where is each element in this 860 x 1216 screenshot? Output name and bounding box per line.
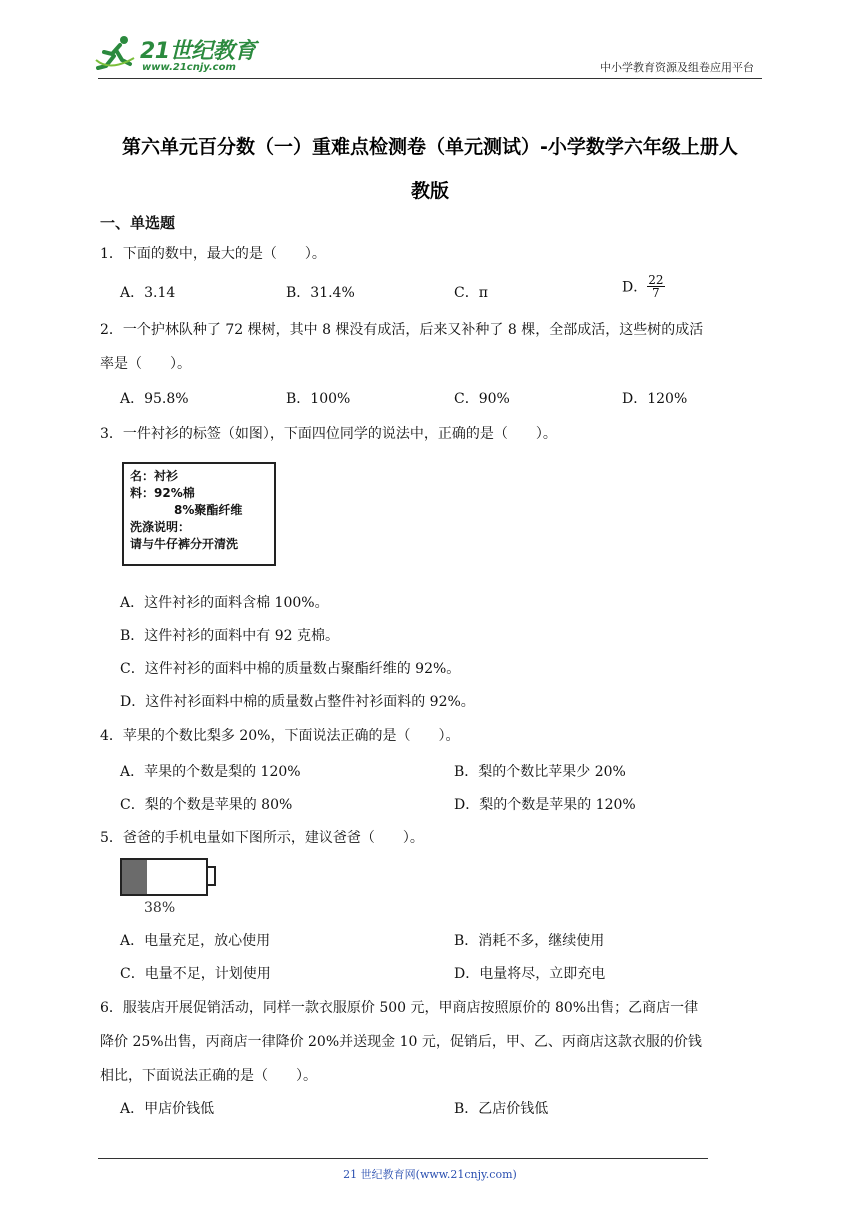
section-heading: 一、单选题 bbox=[100, 214, 176, 232]
question-2-option-d: D．120% bbox=[622, 391, 688, 407]
question-2-stem-line2: 率是（ ）。 bbox=[100, 356, 191, 372]
document-title-line1: 第六单元百分数（一）重难点检测卷（单元测试）-小学数学六年级上册人 bbox=[122, 136, 738, 158]
tag-line-polyester: 8%聚酯纤维 bbox=[174, 503, 243, 517]
document-title-line2: 教版 bbox=[410, 180, 449, 202]
question-3-option-c: C．这件衬衫的面料中棉的质量数占聚酯纤维的 92%。 bbox=[120, 661, 461, 677]
question-5-option-c: C．电量不足，计划使用 bbox=[120, 966, 271, 982]
battery-percentage: 38% bbox=[144, 900, 176, 916]
question-1-option-b: B．31.4% bbox=[286, 285, 355, 301]
question-2-option-a: A．95.8% bbox=[120, 391, 189, 407]
question-1-option-a: A．3.14 bbox=[120, 285, 176, 301]
fraction-numerator: 22 bbox=[648, 273, 664, 287]
question-4-stem: 4．苹果的个数比梨多 20%，下面说法正确的是（ ）。 bbox=[100, 728, 460, 744]
question-4-option-c: C．梨的个数是苹果的 80% bbox=[120, 797, 293, 813]
question-2-option-c: C．90% bbox=[454, 391, 510, 407]
brand-name: 21世纪教育 bbox=[140, 39, 256, 64]
question-1-stem: 1．下面的数中，最大的是（ ）。 bbox=[100, 246, 326, 262]
shirt-tag-figure bbox=[122, 462, 276, 566]
platform-name: 中小学教育资源及组卷应用平台 bbox=[600, 61, 754, 74]
brand-url: www.21cnjy.com bbox=[142, 62, 236, 73]
tag-line-wash-title: 洗涤说明： bbox=[130, 520, 191, 534]
question-6-stem-line3: 相比，下面说法正确的是（ ）。 bbox=[100, 1068, 317, 1084]
footer-divider bbox=[98, 1158, 708, 1159]
question-3-stem: 3．一件衬衫的标签（如图），下面四位同学的说法中，正确的是（ ）。 bbox=[100, 426, 557, 442]
question-2-stem-line1: 2．一个护林队种了 72 棵树，其中 8 棵没有成活，后来又补种了 8 棵，全部成活，这些树的成活 bbox=[100, 322, 704, 338]
question-6-stem-line1: 6．服装店开展促销活动，同样一款衣服原价 500 元，甲商店按照原价的 80%出售；乙商店一律 bbox=[100, 1000, 699, 1016]
question-2-option-b: B．100% bbox=[286, 391, 351, 407]
site-logo bbox=[94, 30, 264, 80]
question-5-option-b: B．消耗不多，继续使用 bbox=[454, 933, 605, 949]
fraction-denominator: 7 bbox=[652, 286, 660, 300]
question-6-option-b: B．乙店价钱低 bbox=[454, 1101, 549, 1117]
question-1-option-d: D． $\frac{22}{7}$ bbox=[622, 273, 664, 300]
question-4-option-b: B．梨的个数比苹果少 20% bbox=[454, 764, 626, 780]
fraction bbox=[647, 274, 664, 299]
tag-line-wash-instruction: 请与牛仔裤分开清洗 bbox=[130, 537, 239, 551]
footer-link[interactable]: 21 世纪教育网(www.21cnjy.com) bbox=[343, 1168, 517, 1181]
runner-logo-icon bbox=[94, 34, 138, 74]
header-divider bbox=[98, 78, 762, 79]
question-4-option-a: A．苹果的个数是梨的 120% bbox=[120, 764, 301, 780]
question-5-stem: 5．爸爸的手机电量如下图所示，建议爸爸（ ）。 bbox=[100, 830, 424, 846]
question-1-option-c: C．π bbox=[454, 285, 488, 301]
battery-level-fill bbox=[122, 860, 147, 894]
tag-line-name: 名：衬衫 bbox=[130, 469, 179, 483]
question-3-option-d: D．这件衬衫面料中棉的质量数占整件衬衫面料的 92%。 bbox=[120, 694, 475, 710]
question-5-option-d: D．电量将尽，立即充电 bbox=[454, 966, 606, 982]
question-5-option-a: A．电量充足，放心使用 bbox=[120, 933, 271, 949]
question-3-option-a: A．这件衬衫的面料含棉 100%。 bbox=[120, 595, 329, 611]
question-6-option-a: A．甲店价钱低 bbox=[120, 1101, 215, 1117]
question-3-option-b: B．这件衬衫的面料中有 92 克棉。 bbox=[120, 628, 340, 644]
question-6-stem-line2: 降价 25%出售，丙商店一律降价 20%并送现金 10 元，促销后，甲、乙、丙商店这款衣服的价钱 bbox=[100, 1034, 702, 1050]
question-4-option-d: D．梨的个数是苹果的 120% bbox=[454, 797, 636, 813]
battery-terminal bbox=[208, 866, 216, 886]
tag-line-material: 料：92%棉 bbox=[130, 486, 195, 500]
battery-icon bbox=[120, 858, 208, 896]
